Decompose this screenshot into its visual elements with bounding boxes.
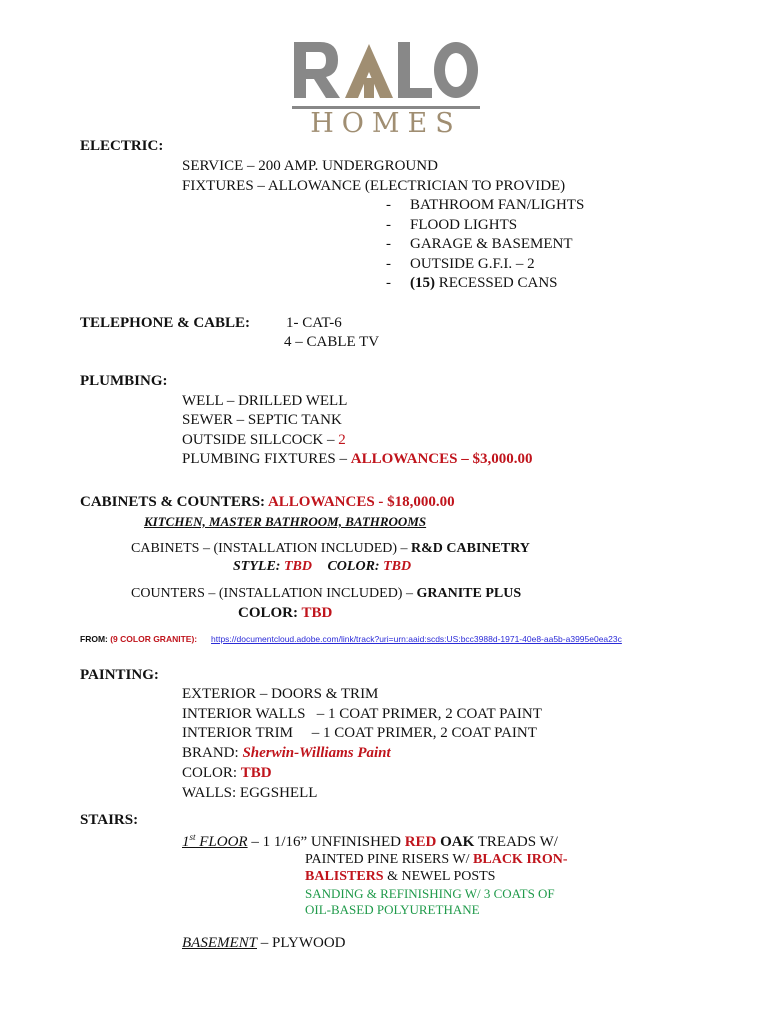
stairs-finish-1: SANDING & REFINISHING W/ 3 COATS OF <box>305 886 555 901</box>
plumbing-sewer: SEWER – SEPTIC TANK <box>182 412 342 428</box>
telephone-line-2: 4 – CABLE TV <box>284 334 380 350</box>
from-note: (9 COLOR GRANITE): <box>110 634 198 644</box>
paint-color-label: COLOR: <box>182 765 241 781</box>
sillcock-label: OUTSIDE SILLCOCK – <box>182 432 339 448</box>
balisters-label: BALISTERS <box>305 869 384 884</box>
electric-item-row <box>386 197 584 214</box>
treads-oak: OAK <box>436 834 475 850</box>
treads-spec: – 1 1/16” UNFINISHED <box>247 834 405 850</box>
cabinets-style-color <box>233 559 411 575</box>
floor-text: FLOOR <box>195 834 248 850</box>
company-logo <box>290 36 482 142</box>
plumbing-fixtures <box>182 451 532 468</box>
electric-item-row <box>386 275 558 292</box>
plumbing-heading: PLUMBING: <box>80 373 168 389</box>
cabinets-label: CABINETS – (INSTALLATION INCLUDED) – <box>131 541 412 556</box>
granite-colors-link[interactable]: https://documentcloud.adobe.com/link/track?uri=urn:aaid:scds:US:bcc3988d-1971-40e8-aa5b-a3995e0ea23c <box>211 634 622 644</box>
painting-exterior: EXTERIOR – DOORS & TRIM <box>182 686 379 702</box>
logo-homes-text: HOMES <box>310 108 462 139</box>
stairs-basement <box>182 935 346 952</box>
recessed-cans-count: (15) <box>410 275 435 291</box>
style-value: TBD <box>283 559 312 574</box>
counters-line <box>131 586 521 602</box>
floor-suffix: st <box>189 832 196 842</box>
electric-item-row <box>386 217 517 234</box>
balusters-material: BLACK IRON- <box>473 852 568 867</box>
telephone-heading: TELEPHONE & CABLE: <box>80 315 251 331</box>
paint-color-value: TBD <box>240 765 272 781</box>
electric-item-row <box>386 236 573 253</box>
stairs-finish-2: OIL-BASED POLYURETHANE <box>305 902 480 917</box>
electric-item: GARAGE & BASEMENT <box>410 236 573 252</box>
style-label: STYLE: <box>233 559 284 574</box>
brand-label: BRAND: <box>182 745 243 761</box>
treads-suffix: TREADS W/ <box>474 834 558 850</box>
painting-finish: WALLS: EGGSHELL <box>182 785 318 801</box>
newel-posts: & NEWEL POSTS <box>383 869 496 884</box>
electric-item: BATHROOM FAN/LIGHTS <box>410 197 585 213</box>
counters-label: COUNTERS – (INSTALLATION INCLUDED) – <box>131 586 417 601</box>
plumbing-fixtures-label: PLUMBING FIXTURES – <box>182 451 351 467</box>
cabinets-vendor: R&D CABINETRY <box>411 541 530 556</box>
recessed-cans-label: RECESSED CANS <box>435 275 558 291</box>
painting-interior-trim: INTERIOR TRIM – 1 COAT PRIMER, 2 COAT PAINT <box>182 725 537 741</box>
bullet-dash: - <box>386 217 391 233</box>
cabinets-line <box>131 541 530 557</box>
electric-item: FLOOD LIGHTS <box>410 217 518 233</box>
painting-brand <box>182 745 391 762</box>
bullet-dash: - <box>386 256 391 272</box>
risers-spec: PAINTED PINE RISERS W/ <box>305 852 474 867</box>
electric-item: OUTSIDE G.F.I. – 2 <box>410 256 535 272</box>
first-floor-label <box>182 834 248 850</box>
cabinets-allowance: ALLOWANCES - $18,000.00 <box>267 494 455 510</box>
telephone-line-1: 1- CAT-6 <box>286 315 342 331</box>
bullet-dash: - <box>386 236 391 252</box>
color-label: COLOR: <box>327 559 384 574</box>
stairs-first-floor <box>182 832 558 851</box>
plumbing-sillcock <box>182 432 346 449</box>
bullet-dash: - <box>386 275 391 291</box>
cabinets-heading: CABINETS & COUNTERS: <box>80 494 268 510</box>
stairs-risers <box>305 852 568 868</box>
electric-item-row <box>386 256 535 273</box>
sillcock-value: 2 <box>338 432 346 448</box>
counters-color <box>238 605 332 622</box>
plumbing-well: WELL – DRILLED WELL <box>182 393 348 409</box>
counters-color-value: TBD <box>301 605 333 621</box>
brand-value: Sherwin-Williams Paint <box>242 745 391 761</box>
cabinets-rooms: KITCHEN, MASTER BATHROOM, BATHROOMS <box>144 514 427 529</box>
treads-red: RED <box>404 834 437 850</box>
from-label: FROM: <box>80 634 111 644</box>
cabinets-heading-row <box>80 494 455 511</box>
painting-interior-walls: INTERIOR WALLS – 1 COAT PRIMER, 2 COAT PAINT <box>182 706 542 722</box>
bullet-dash: - <box>386 197 391 213</box>
color-value: TBD <box>383 559 412 574</box>
electric-service: SERVICE – 200 AMP. UNDERGROUND <box>182 158 438 174</box>
basement-label: BASEMENT <box>182 935 257 951</box>
stairs-heading: STAIRS: <box>80 812 139 828</box>
counters-color-label: COLOR: <box>238 605 302 621</box>
electric-heading: ELECTRIC: <box>80 138 164 154</box>
stairs-balisters <box>305 869 495 885</box>
plumbing-fixtures-allowance: ALLOWANCES – $3,000.00 <box>350 451 533 467</box>
painting-heading: PAINTING: <box>80 667 159 683</box>
floor-number: 1 <box>182 834 190 850</box>
granite-source-row <box>80 634 197 644</box>
counters-vendor: GRANITE PLUS <box>416 586 522 601</box>
painting-color <box>182 765 272 782</box>
basement-value: – PLYWOOD <box>257 935 346 951</box>
electric-fixtures: FIXTURES – ALLOWANCE (ELECTRICIAN TO PROVIDE) <box>182 178 566 194</box>
